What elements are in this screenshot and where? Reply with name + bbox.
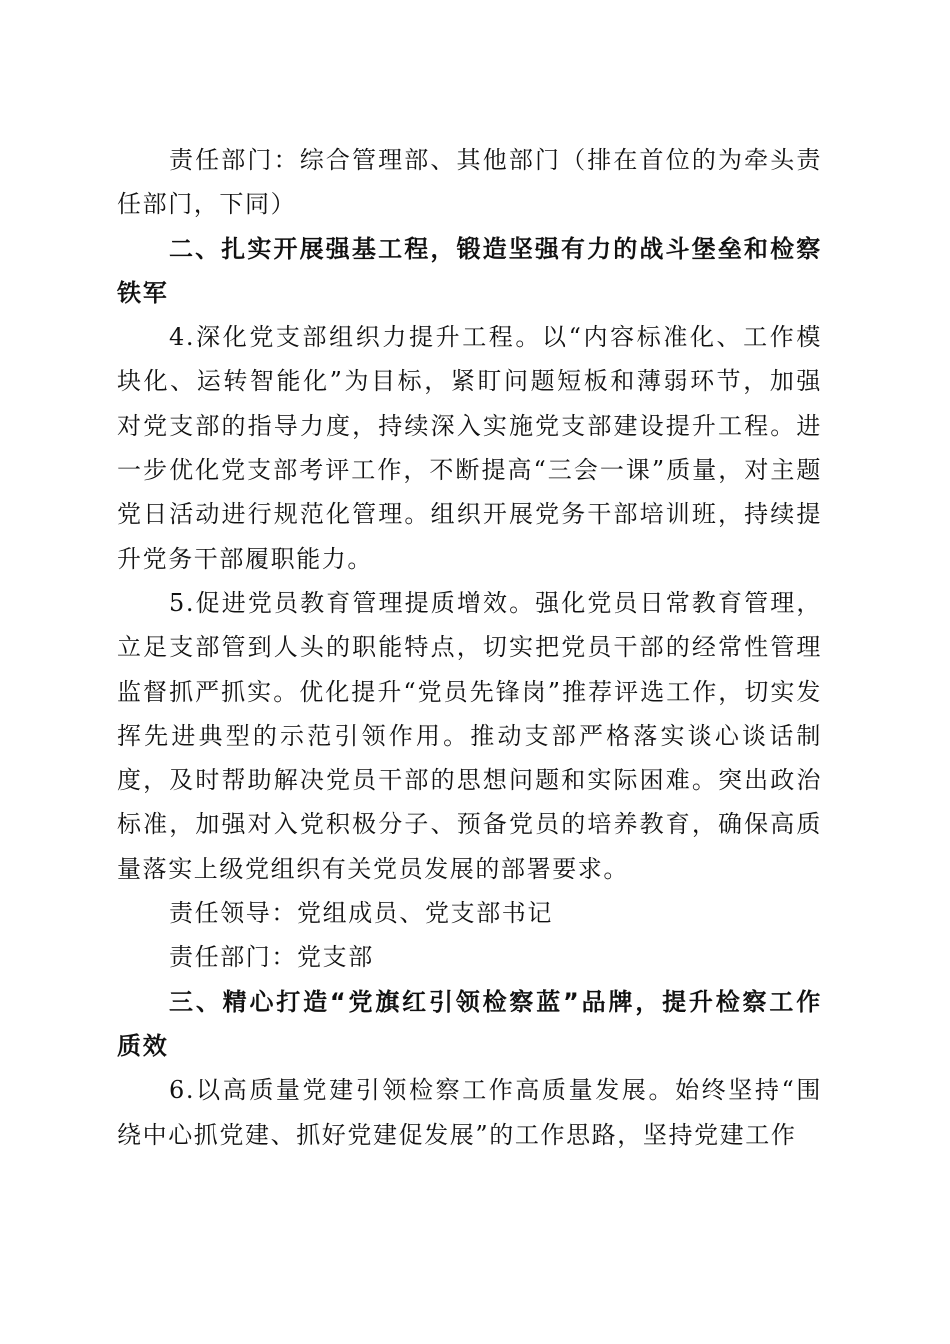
responsible-department-paragraph-2: 责任部门：党支部: [169, 943, 374, 972]
responsible-leader-paragraph: 责任领导：党组成员、党支部书记: [169, 899, 553, 928]
responsible-department-paragraph: 责任部门：综合管理部、其他部门（排在首位的为牵头责任部门，下同）: [117, 146, 822, 219]
section-heading-2: 二、扎实开展强基工程，锻造坚强有力的战斗堡垒和检察铁军: [117, 234, 822, 307]
section-heading-3: 三、精心打造“党旗红引领检察蓝”品牌，提升检察工作质效: [117, 987, 822, 1060]
item-5-paragraph: 5.促进党员教育管理提质增效。强化党员日常教育管理，立足支部管到人头的职能特点，切实把党员干部的经常性管理监督抓严抓实。优化提升“党员先锋岗”推荐评选工作，切实发挥先进典型的示范引领作用。推动支部严格落实谈心谈话制度，及时帮助解决党员干部的思想问题和实际困难。突出政治标准，加强对入党积极分子、预备党员的培养教育，确保高质量落实上级党组织有关党员发展的部署要求。: [117, 588, 822, 883]
item-4-paragraph: 4.深化党支部组织力提升工程。以“内容标准化、工作模块化、运转智能化”为目标，紧盯问题短板和薄弱环节，加强对党支部的指导力度，持续深入实施党支部建设提升工程。进一步优化党支部考评工作，不断提高“三会一课”质量，对主题党日活动进行规范化管理。组织开展党务干部培训班，持续提升党务干部履职能力。: [117, 323, 822, 573]
item-6-paragraph: 6.以高质量党建引领检察工作高质量发展。始终坚持“围绕中心抓党建、抓好党建促发展”的工作思路，坚持党建工作: [117, 1076, 822, 1149]
